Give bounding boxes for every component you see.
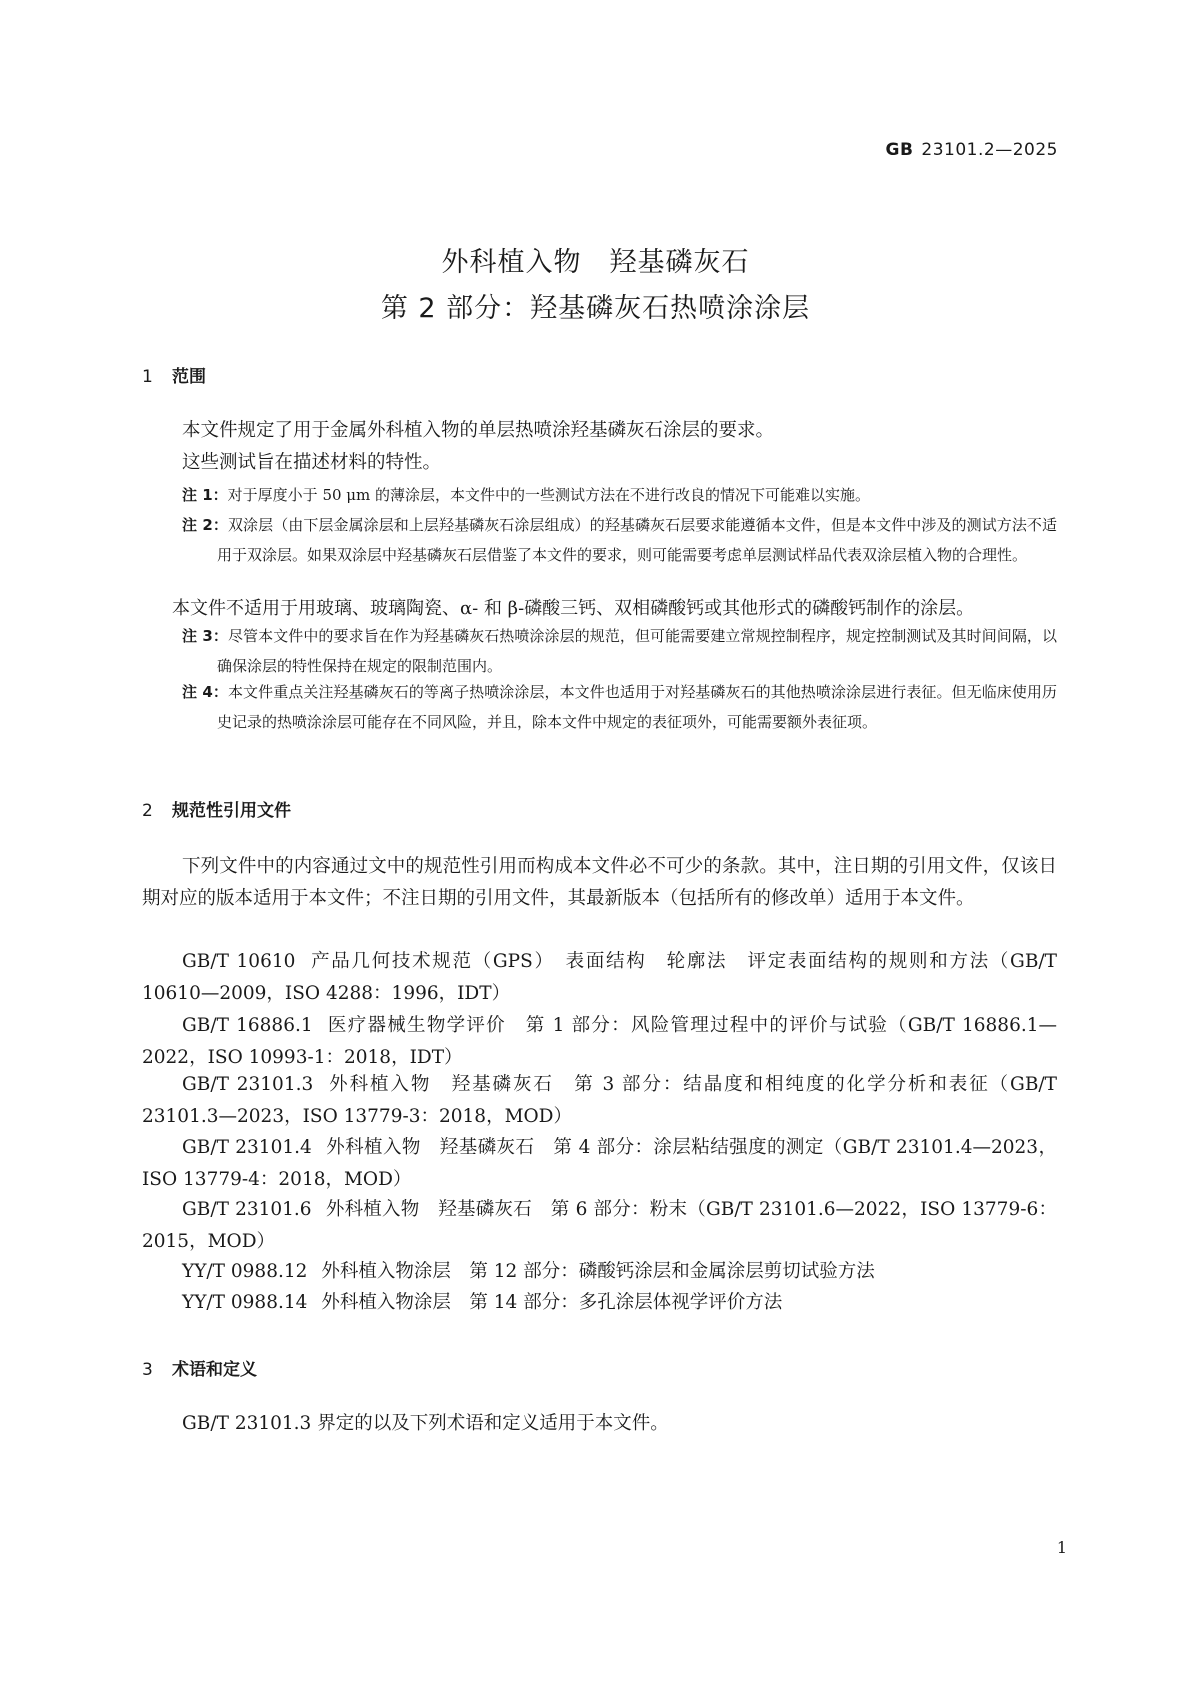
title-part-b: 羟基磷灰石	[609, 247, 750, 278]
standard-code: 23101.2—2025	[921, 140, 1058, 160]
title-part-a: 外科植入物	[441, 247, 582, 278]
reference-item: GB/T 23101.3 外科植入物 羟基磷灰石 第 3 部分：结晶度和相纯度的化学分析和表征（GB/T 23101.3—2023，ISO 13779-3：2018，MOD）	[142, 1074, 1057, 1127]
reference-item: GB/T 23101.6 外科植入物 羟基磷灰石 第 6 部分：粉末（GB/T 23101.6—2022，ISO 13779-6：2015，MOD）	[142, 1199, 1057, 1252]
scope-paragraph-2: 这些测试旨在描述材料的特性。	[182, 452, 442, 473]
scope-paragraph-3: 本文件不适用于用玻璃、玻璃陶瓷、α- 和 β-磷酸三钙、双相磷酸钙或其他形式的磷酸钙制作的涂层。	[172, 598, 975, 619]
page-number: 1	[1056, 1538, 1067, 1557]
reference-item: YY/T 0988.12 外科植入物涂层 第 12 部分：磷酸钙涂层和金属涂层剪切试验方法	[182, 1261, 875, 1282]
document-title-line1	[0, 240, 1191, 279]
section-3-heading: 3 术语和定义	[142, 1360, 257, 1380]
reference-item: YY/T 0988.14 外科植入物涂层 第 14 部分：多孔涂层体视学评价方法	[182, 1292, 783, 1313]
terms-paragraph: GB/T 23101.3 界定的以及下列术语和定义适用于本文件。	[182, 1413, 669, 1434]
document-title-line2: 第 2 部分：羟基磷灰石热喷涂涂层	[380, 293, 811, 324]
note-2: 注 2：双涂层（由下层金属涂层和上层羟基磷灰石涂层组成）的羟基磷灰石层要求能遵循本文件，但是本文件中涉及的测试方法不适用于双涂层。如果双涂层中羟基磷灰石层借鉴了本文件的要求，则可能需要考虑单层测试样品代表双涂层植入物的合理性。	[182, 516, 1057, 564]
references-intro: 下列文件中的内容通过文中的规范性引用而构成本文件必不可少的条款。其中，注日期的引用文件，仅该日期对应的版本适用于本文件；不注日期的引用文件，其最新版本（包括所有的修改单）适用于本文件。	[142, 856, 1057, 909]
section-1-heading: 1 范围	[142, 367, 206, 387]
note-3: 注 3：尽管本文件中的要求旨在作为羟基磷灰石热喷涂涂层的规范，但可能需要建立常规控制程序，规定控制测试及其时间间隔，以确保涂层的特性保持在规定的限制范围内。	[182, 627, 1057, 675]
reference-item: GB/T 23101.4 外科植入物 羟基磷灰石 第 4 部分：涂层粘结强度的测定（GB/T 23101.4—2023，ISO 13779-4：2018，MOD）	[142, 1137, 1057, 1190]
reference-item: GB/T 16886.1 医疗器械生物学评价 第 1 部分：风险管理过程中的评价与试验（GB/T 16886.1—2022，ISO 10993-1：2018，IDT）	[142, 1015, 1057, 1068]
standard-prefix: GB	[885, 140, 914, 160]
standard-number	[886, 140, 1059, 160]
section-2-heading: 2 规范性引用文件	[142, 801, 291, 821]
note-1: 注 1：对于厚度小于 50 μm 的薄涂层，本文件中的一些测试方法在不进行改良的情况下可能难以实施。	[182, 486, 871, 504]
note-4: 注 4：本文件重点关注羟基磷灰石的等离子热喷涂涂层，本文件也适用于对羟基磷灰石的其他热喷涂涂层进行表征。但无临床使用历史记录的热喷涂涂层可能存在不同风险，并且，除本文件中规定的表征项外，可能需要额外表征项。	[182, 683, 1057, 731]
reference-item: GB/T 10610 产品几何技术规范（GPS） 表面结构 轮廓法 评定表面结构的规则和方法（GB/T 10610—2009，ISO 4288：1996，IDT）	[142, 951, 1057, 1004]
scope-paragraph-1: 本文件规定了用于金属外科植入物的单层热喷涂羟基磷灰石涂层的要求。	[182, 420, 775, 441]
